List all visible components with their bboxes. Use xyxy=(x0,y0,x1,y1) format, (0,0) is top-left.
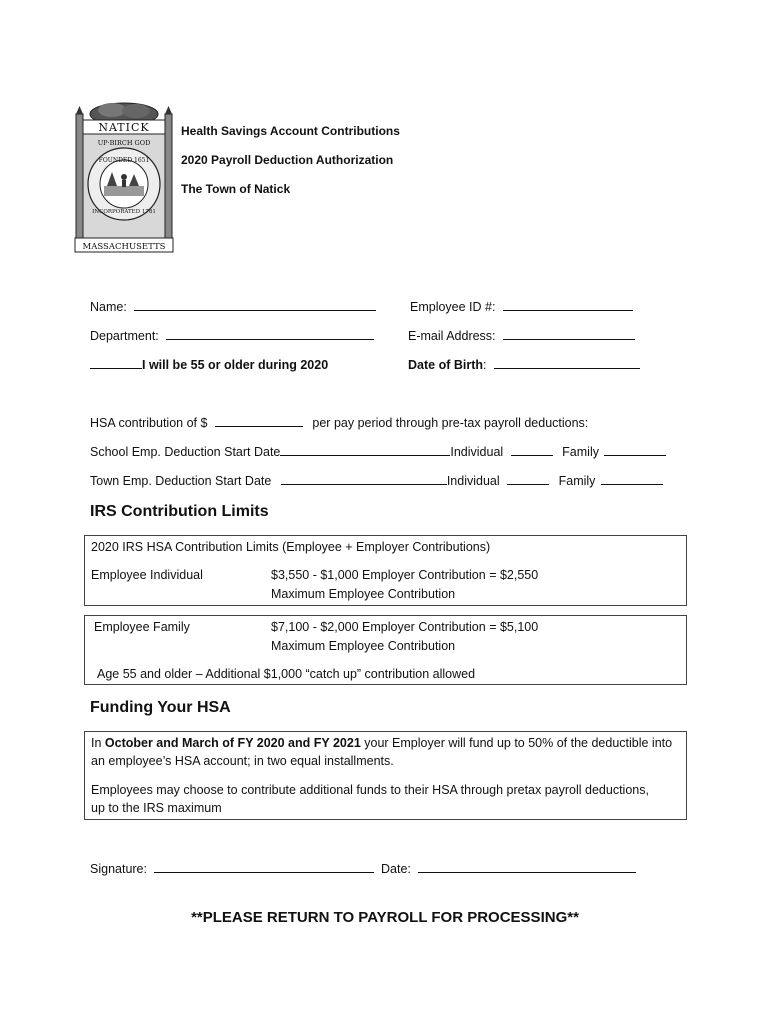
funding-para2-line2: up to the IRS maximum xyxy=(91,801,222,815)
irs-box-heading: 2020 IRS HSA Contribution Limits (Employee + Employer Contributions) xyxy=(91,540,491,554)
school-family-label: Family xyxy=(562,445,599,459)
email-label: E-mail Address: xyxy=(408,329,496,343)
town-family-label: Family xyxy=(558,474,596,488)
school-individual-label: Individual xyxy=(450,445,504,459)
signature-field[interactable] xyxy=(90,860,374,876)
school-start-label: School Emp. Deduction Start Date xyxy=(90,445,281,459)
town-start-date-field[interactable] xyxy=(90,472,663,488)
employee-id-input-line[interactable] xyxy=(503,298,633,311)
name-label: Name: xyxy=(90,300,127,314)
header-title: Health Savings Account Contributions xyxy=(181,124,400,138)
department-label: Department: xyxy=(90,329,159,343)
funding-para1-bold: October and March of FY 2020 and FY 2021 xyxy=(104,736,361,750)
dob-label: Date of Birth xyxy=(408,358,483,372)
seal-top-text: NATICK xyxy=(98,121,150,134)
date-of-birth-field[interactable] xyxy=(408,356,640,372)
town-family-input-line[interactable] xyxy=(601,472,663,485)
funding-para1-prefix: In xyxy=(91,736,105,750)
signature-date-field[interactable] xyxy=(381,860,636,876)
catchup-note: Age 55 and older – Additional $1,000 “catch up” contribution allowed xyxy=(97,667,476,681)
school-start-input-line[interactable] xyxy=(280,443,450,456)
irs-section-title: IRS Contribution Limits xyxy=(90,503,269,520)
age-55-field[interactable] xyxy=(90,356,328,372)
employee-family-note: Maximum Employee Contribution xyxy=(271,639,456,653)
funding-box xyxy=(84,731,687,820)
email-input-line[interactable] xyxy=(503,327,635,340)
email-field[interactable] xyxy=(408,327,635,343)
department-field[interactable] xyxy=(90,327,374,343)
funding-section-title: Funding Your HSA xyxy=(90,699,231,716)
school-individual-input-line[interactable] xyxy=(511,443,553,456)
age-55-input-line[interactable] xyxy=(90,356,142,369)
signature-date-label: Date: xyxy=(381,862,411,876)
hsa-contribution-suffix: per pay period through pre-tax payroll deductions: xyxy=(312,416,589,430)
town-start-input-line[interactable] xyxy=(281,472,447,485)
seal-arc-text: UP·BIRCH GOD xyxy=(97,139,151,147)
employee-family-label: Employee Family xyxy=(94,620,190,634)
header-subtitle: 2020 Payroll Deduction Authorization xyxy=(181,153,394,167)
name-input-line[interactable] xyxy=(134,298,376,311)
natick-seal-logo xyxy=(74,102,174,254)
funding-para1-line2: an employee’s HSA account; in two equal installments. xyxy=(91,754,394,768)
return-instructions: **PLEASE RETURN TO PAYROLL FOR PROCESSING** xyxy=(191,909,579,926)
name-field[interactable] xyxy=(90,298,376,314)
signature-label: Signature: xyxy=(90,862,147,876)
age-55-statement: I will be 55 or older during 2020 xyxy=(142,358,329,372)
seal-bottom-text: MASSACHUSETTS xyxy=(82,242,166,252)
irs-limits-box xyxy=(84,535,687,606)
hsa-contribution-field[interactable] xyxy=(90,414,588,430)
employee-individual-note: Maximum Employee Contribution xyxy=(271,587,456,601)
employee-individual-calc: $3,550 - $1,000 Employer Contribution = $2,550 xyxy=(271,568,539,582)
seal-founded-text: FOUNDED 1651 xyxy=(98,157,150,164)
funding-para1-rest: your Employer will fund up to 50% of the deductible into xyxy=(360,736,673,750)
employee-id-label: Employee ID #: xyxy=(410,300,496,314)
signature-date-input-line[interactable] xyxy=(418,860,636,873)
header-organization: The Town of Natick xyxy=(181,182,291,196)
department-input-line[interactable] xyxy=(166,327,374,340)
employee-family-calc: $7,100 - $2,000 Employer Contribution = $5,100 xyxy=(271,620,539,634)
school-start-date-field[interactable] xyxy=(90,443,666,459)
seal-incorporated-text: INCORPORATED 1781 xyxy=(92,209,156,215)
town-individual-label: Individual xyxy=(446,474,500,488)
employee-individual-label: Employee Individual xyxy=(91,568,203,582)
school-family-input-line[interactable] xyxy=(604,443,666,456)
employee-id-field[interactable] xyxy=(410,298,633,314)
hsa-contribution-prefix: HSA contribution of $ xyxy=(90,416,208,430)
town-start-label: Town Emp. Deduction Start Date xyxy=(90,474,272,488)
dob-input-line[interactable] xyxy=(494,356,640,369)
dob-colon: : xyxy=(483,358,487,372)
funding-para2-line1: Employees may choose to contribute additional funds to their HSA through pretax payroll deductions, xyxy=(91,783,649,797)
town-individual-input-line[interactable] xyxy=(507,472,549,485)
signature-input-line[interactable] xyxy=(154,860,374,873)
irs-family-box xyxy=(84,615,687,685)
hsa-amount-input-line[interactable] xyxy=(215,414,303,427)
funding-para1-line1 xyxy=(91,736,672,750)
